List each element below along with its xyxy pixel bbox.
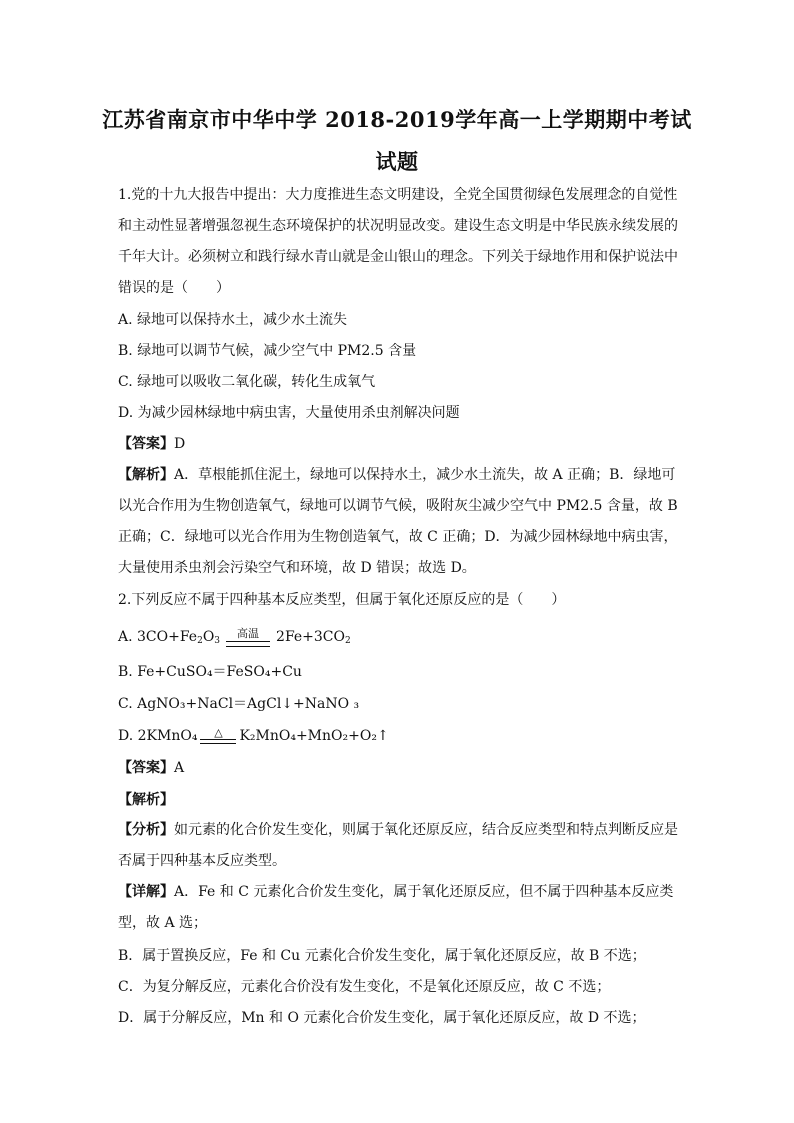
fenxi-text: 如元素的化合价发生变化，则属于氧化还原反应，结合反应类型和特点判断反应是否属于四种基本反应类型。: [118, 822, 678, 869]
page-title-continued: 试题: [375, 149, 419, 174]
question-2-xiangjie-c: C．为复分解反应，元素化合价没有发生变化，不是氧化还原反应，故 C 不选；: [118, 979, 611, 995]
question-1-option-b: B. 绿地可以调节气候，减少空气中 PM2.5 含量: [118, 343, 417, 359]
analysis-tag: 【解析】: [118, 467, 174, 483]
question-1-option-d: D. 为减少园林绿地中病虫害，大量使用杀虫剂解决问题: [118, 405, 460, 421]
question-2-answer: [118, 758, 184, 778]
question-1-option-c: C. 绿地可以吸收二氧化碳，转化生成氧气: [118, 374, 376, 390]
equation-right: 2Fe+3CO: [276, 629, 345, 645]
equation-right: K₂MnO₄+MnO₂+O₂↑: [239, 728, 389, 744]
question-2-analysis-tag: 【解析】: [118, 792, 174, 808]
page-title: 江苏省南京市中华中学 2018-2019学年高一上学期期中考试: [102, 107, 692, 132]
question-2-xiangjie: [118, 877, 678, 939]
answer-value: D: [174, 436, 186, 452]
answer-tag: 【答案】: [118, 760, 174, 776]
question-2-xiangjie-d: D．属于分解反应，Mn 和 O 元素化合价发生变化，属于氧化还原反应，故 D 不选；: [118, 1010, 646, 1026]
question-2-fenxi: [118, 815, 678, 877]
xiangjie-a: A．Fe 和 C 元素化合价发生变化，属于氧化还原反应，但不属于四种基本反应类型，故 A 选；: [118, 884, 674, 931]
question-2-option-d: [118, 726, 389, 746]
reaction-condition: 高温: [226, 628, 270, 647]
question-2-option-c: C. AgNO₃+NaCl＝AgCl↓+NaNO ₃: [118, 696, 360, 712]
equation-left: D. 2KMnO₄: [118, 728, 198, 744]
fenxi-tag: 【分析】: [118, 822, 174, 838]
analysis-text: A．草根能抓住泥土，绿地可以保持水土，减少水土流失，故 A 正确；B．绿地可以光合作用为生物创造氧气，绿地可以调节气候，吸附灰尘减少空气中 PM2.5 含量，故 B 正确；C．绿地可以光合作用为生物创造氧气，故 C 正确；D．为减少园林绿地中病虫害，大量使用杀虫剂会污染空气和环境，故 D 错误；故选 D。: [118, 467, 678, 576]
question-1-analysis: [118, 460, 678, 584]
question-1-option-a: A. 绿地可以保持水土，减少水土流失: [118, 312, 348, 328]
answer-value: A: [174, 760, 185, 776]
xiangjie-tag: 【详解】: [118, 884, 174, 900]
question-2-xiangjie-b: B．属于置换反应，Fe 和 Cu 元素化合价发生变化，属于氧化还原反应，故 B 不选；: [118, 948, 646, 964]
question-2-stem: 2.下列反应不属于四种基本反应类型，但属于氧化还原反应的是（ ）: [118, 592, 566, 608]
equation-left: A. 3CO+Fe: [118, 629, 198, 645]
reaction-condition: △: [200, 727, 236, 744]
question-1-answer: [118, 434, 185, 454]
question-2-option-a: A. $3CO+Fe_2O_3$高温 $2Fe+3CO_2$: [118, 627, 351, 646]
answer-tag: 【答案】: [118, 436, 174, 452]
question-1-stem: 1.党的十九大报告中提出：大力度推进生态文明建设，全党全国贯彻绿色发展理念的自觉性和主动性显著增强忽视生态环境保护的状况明显改变。建设生态文明是中华民族永续发展的千年大计。必须树立和践行绿水青山就是金山银山的理念。下列关于绿地作用和保护说法中错误的是（ ）: [118, 187, 678, 296]
question-2-option-b: B. Fe+CuSO₄＝FeSO₄+Cu: [118, 664, 302, 680]
